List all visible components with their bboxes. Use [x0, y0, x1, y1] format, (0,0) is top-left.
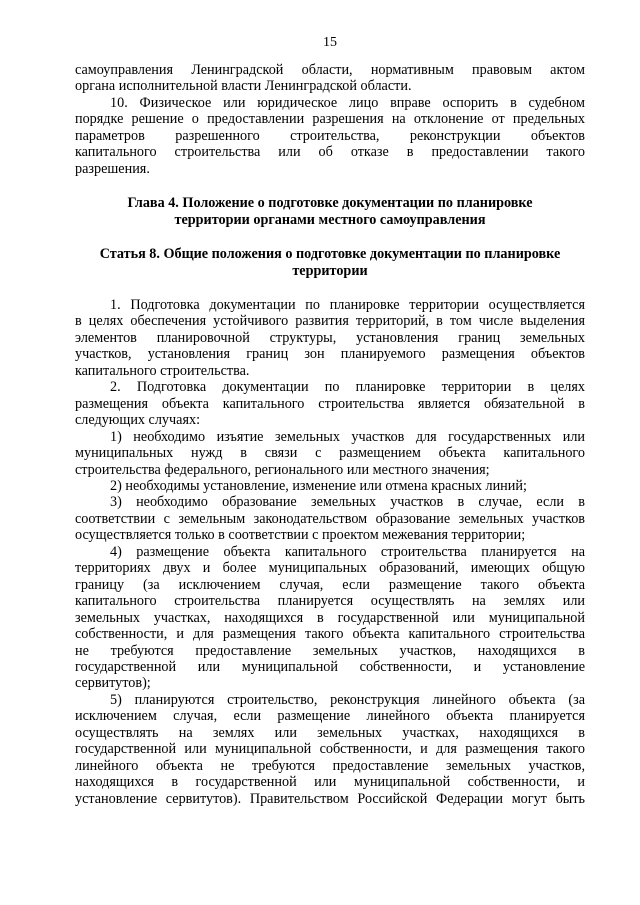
text-line: сервитутов); — [75, 675, 151, 692]
text-line: 2) необходимы установление, изменение или отмена красных линий; — [110, 477, 527, 494]
text-line: 4) размещение объекта капитального строительства планируется на — [110, 543, 585, 560]
heading-line: территории органами местного самоуправления — [174, 211, 486, 228]
text-line: строительства федерального, регионального или местного значения; — [75, 461, 490, 478]
paragraph-2 — [75, 379, 585, 428]
document-page — [75, 34, 585, 807]
text-line: 5) планируются строительство, реконструкция линейного объекта (за — [110, 691, 585, 708]
subitem-3 — [75, 494, 585, 543]
subitem-2 — [75, 478, 585, 494]
page-number: 15 — [323, 35, 337, 50]
heading-line: Статья 8. Общие положения о подготовке документации по планировке — [99, 246, 561, 263]
text-line: 3) необходимо образование земельных участков в случае, если в — [110, 494, 585, 511]
subitem-1 — [75, 429, 585, 478]
text-line: порядке решение о предоставлении разрешения на отклонение от предельных — [75, 111, 585, 128]
text-line: находящихся в государственной или муниципальной собственности, и — [75, 774, 585, 791]
text-line: 1. Подготовка документации по планировке территории осуществляется — [110, 296, 585, 313]
text-line: параметров разрешенного строительства, реконструкции объектов — [75, 127, 585, 144]
subitem-4 — [75, 544, 585, 692]
text-line: исключением случая, если размещение линейного объекта планируется — [75, 708, 585, 725]
text-line: размещения объекта капитального строительства является обязательной в — [75, 395, 585, 412]
paragraph-1 — [75, 297, 585, 379]
chapter-heading — [75, 195, 585, 228]
text-line: органа исполнительной власти Ленинградской области. — [75, 78, 412, 95]
text-line: собственности, и для размещения такого объекта капитального строительства — [75, 626, 585, 643]
intro-paragraph — [75, 62, 585, 95]
text-line: осуществлять на землях или земельных участках, находящихся в — [75, 724, 585, 741]
text-line: муниципальных нужд в связи с размещением объекта капитального — [75, 445, 585, 462]
text-line: 1) необходимо изъятие земельных участков для государственных или — [110, 428, 585, 445]
text-line: в целях обеспечения устойчивого развития территорий, в том числе выделения — [75, 313, 585, 330]
item-10-paragraph — [75, 95, 585, 177]
text-line: капитального строительства. — [75, 362, 250, 379]
text-line: самоуправления Ленинградской области, нормативным правовым актом — [75, 62, 585, 78]
text-line: капитального строительства или об отказе в предоставлении такого — [75, 144, 585, 161]
heading-line: территории — [292, 262, 368, 279]
text-line: осуществляется только в соответствии с проектом межевания территории; — [75, 527, 526, 544]
text-line: 10. Физическое или юридическое лицо вправе оспорить в судебном — [110, 94, 585, 111]
text-line: государственной или муниципальной собственности, и для размещения такого — [75, 741, 585, 758]
text-line: 2. Подготовка документации по планировке территории в целях — [110, 379, 585, 396]
text-line: государственной или муниципальной собственности, и установление — [75, 658, 585, 675]
subitem-5 — [75, 692, 585, 807]
text-line: участков, установления границ зон планируемого размещения объектов — [75, 346, 585, 363]
text-line: земельных участках, находящихся в государственной или муниципальной — [75, 609, 585, 626]
article-heading — [75, 246, 585, 279]
text-line: элементов планировочной структуры, установления границ земельных — [75, 329, 585, 346]
text-line: капитального строительства планируется осуществлять на землях или — [75, 593, 585, 610]
text-line: соответствии с земельным законодательством образование земельных участков — [75, 510, 585, 527]
text-line: границу (за исключением случая, если размещение такого объекта — [75, 576, 585, 593]
heading-line: Глава 4. Положение о подготовке документации по планировке — [127, 195, 533, 212]
text-line: установление сервитутов). Правительством Российской Федерации могут быть — [75, 790, 585, 807]
text-line: линейного объекта не требуются предоставление земельных участков, — [75, 757, 585, 774]
text-line: следующих случаях: — [75, 412, 201, 429]
text-line: территориях двух и более муниципальных образований, имеющих общую — [75, 560, 585, 577]
text-line: не требуются предоставление земельных участков, находящихся в — [75, 642, 585, 659]
text-line: разрешения. — [75, 160, 150, 177]
